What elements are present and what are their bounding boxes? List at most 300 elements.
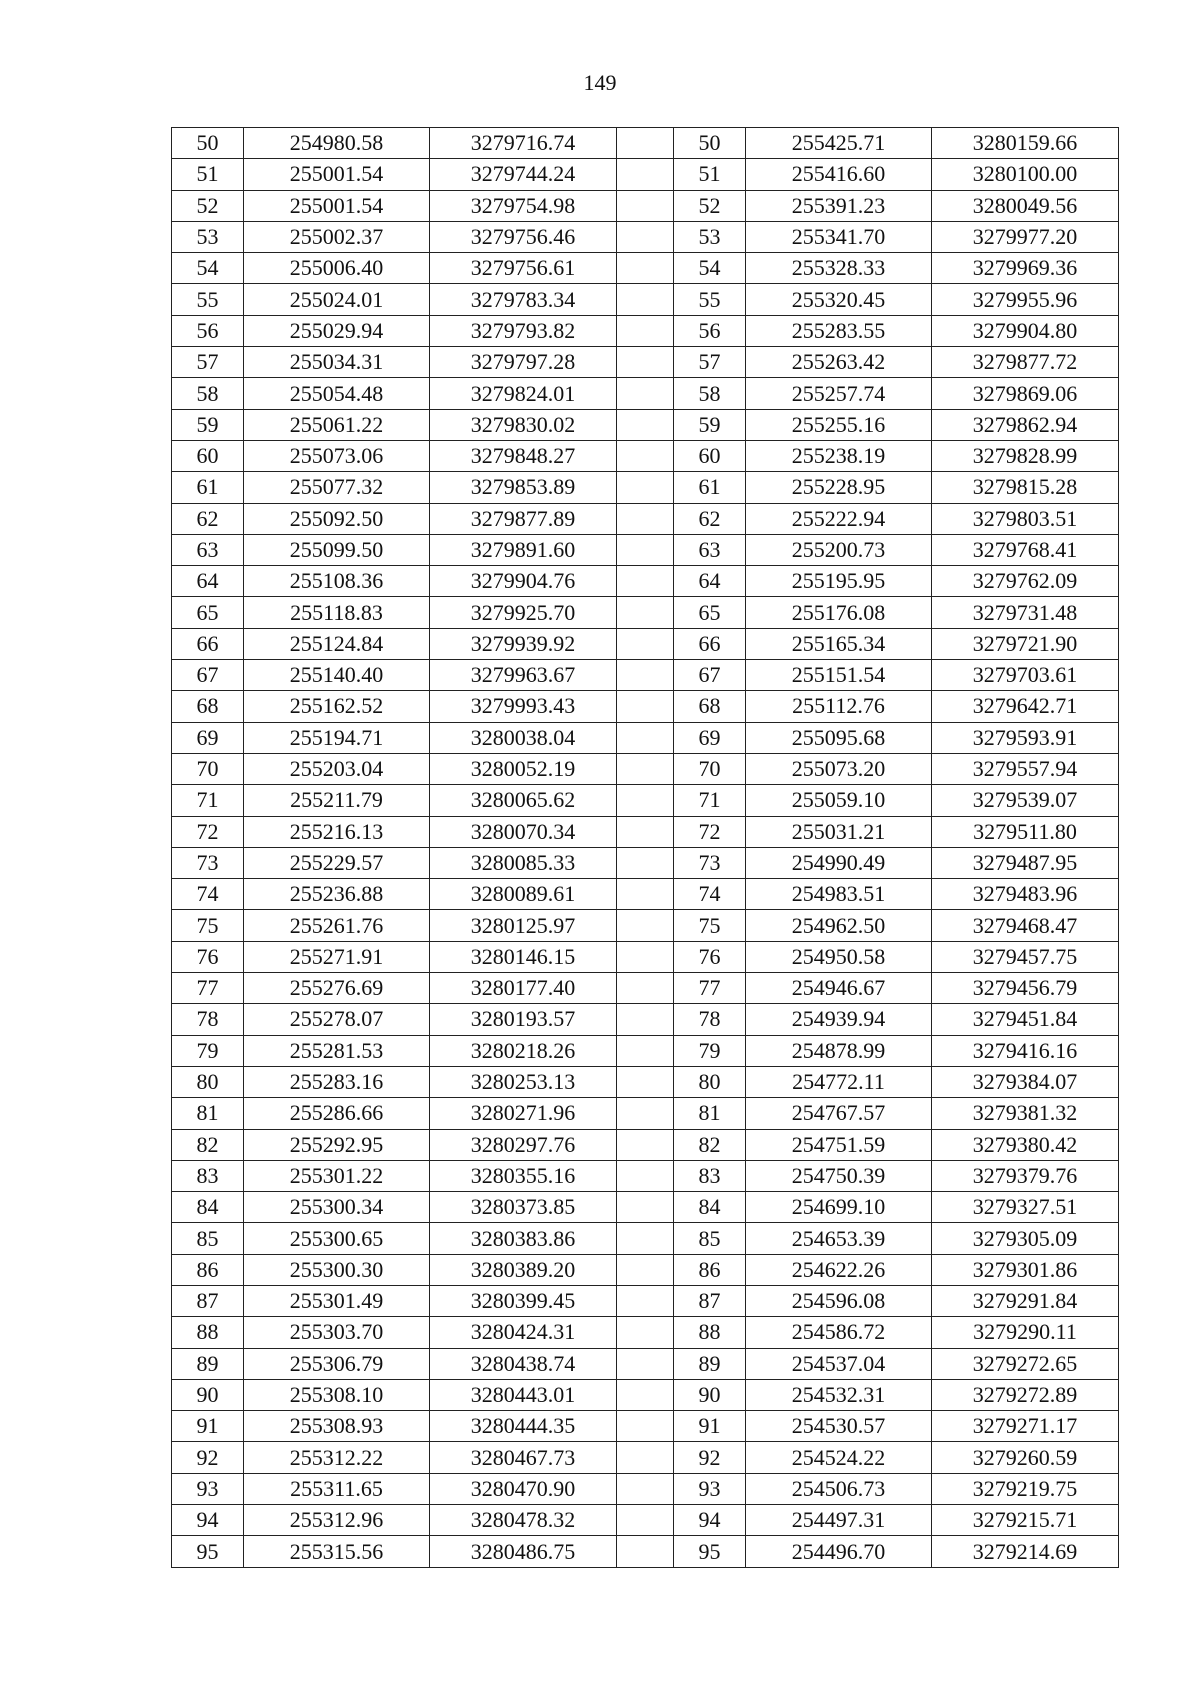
y-coordinate-right: 3279219.75 xyxy=(932,1473,1119,1504)
point-number-right: 71 xyxy=(674,785,746,816)
empty-separator-cell xyxy=(617,347,674,378)
x-coordinate-right: 254596.08 xyxy=(746,1285,932,1316)
y-coordinate-right: 3279511.80 xyxy=(932,816,1119,847)
empty-separator-cell xyxy=(617,253,674,284)
point-number-left: 74 xyxy=(172,879,244,910)
y-coordinate-right: 3279557.94 xyxy=(932,753,1119,784)
x-coordinate-right: 255176.08 xyxy=(746,597,932,628)
point-number-left: 51 xyxy=(172,159,244,190)
x-coordinate-left: 255099.50 xyxy=(244,534,430,565)
point-number-right: 93 xyxy=(674,1473,746,1504)
point-number-left: 50 xyxy=(172,128,244,159)
point-number-left: 94 xyxy=(172,1505,244,1536)
point-number-left: 72 xyxy=(172,816,244,847)
table-row xyxy=(172,534,1119,565)
x-coordinate-left: 255281.53 xyxy=(244,1035,430,1066)
point-number-right: 81 xyxy=(674,1098,746,1129)
empty-separator-cell xyxy=(617,159,674,190)
y-coordinate-right: 3279815.28 xyxy=(932,472,1119,503)
empty-separator-cell xyxy=(617,1066,674,1097)
point-number-right: 88 xyxy=(674,1317,746,1348)
y-coordinate-right: 3279416.16 xyxy=(932,1035,1119,1066)
x-coordinate-right: 254622.26 xyxy=(746,1254,932,1285)
x-coordinate-left: 255029.94 xyxy=(244,315,430,346)
x-coordinate-right: 255255.16 xyxy=(746,409,932,440)
y-coordinate-left: 3280177.40 xyxy=(430,973,617,1004)
y-coordinate-right: 3279955.96 xyxy=(932,284,1119,315)
table-row xyxy=(172,1223,1119,1254)
y-coordinate-right: 3279869.06 xyxy=(932,378,1119,409)
y-coordinate-right: 3279327.51 xyxy=(932,1192,1119,1223)
point-number-right: 54 xyxy=(674,253,746,284)
x-coordinate-left: 255306.79 xyxy=(244,1348,430,1379)
empty-separator-cell xyxy=(617,534,674,565)
point-number-left: 63 xyxy=(172,534,244,565)
x-coordinate-left: 255001.54 xyxy=(244,190,430,221)
x-coordinate-left: 255054.48 xyxy=(244,378,430,409)
x-coordinate-left: 255006.40 xyxy=(244,253,430,284)
table-row xyxy=(172,1129,1119,1160)
table-row xyxy=(172,1536,1119,1567)
y-coordinate-right: 3279703.61 xyxy=(932,660,1119,691)
y-coordinate-left: 3279853.89 xyxy=(430,472,617,503)
y-coordinate-left: 3280271.96 xyxy=(430,1098,617,1129)
table-row xyxy=(172,1192,1119,1223)
x-coordinate-left: 255229.57 xyxy=(244,847,430,878)
y-coordinate-left: 3280065.62 xyxy=(430,785,617,816)
point-number-left: 66 xyxy=(172,628,244,659)
x-coordinate-right: 255416.60 xyxy=(746,159,932,190)
x-coordinate-left: 255301.22 xyxy=(244,1160,430,1191)
point-number-left: 76 xyxy=(172,941,244,972)
y-coordinate-left: 3280146.15 xyxy=(430,941,617,972)
empty-separator-cell xyxy=(617,315,674,346)
table-row xyxy=(172,1442,1119,1473)
y-coordinate-right: 3279969.36 xyxy=(932,253,1119,284)
y-coordinate-right: 3279862.94 xyxy=(932,409,1119,440)
point-number-left: 60 xyxy=(172,440,244,471)
table-row xyxy=(172,1035,1119,1066)
y-coordinate-left: 3280193.57 xyxy=(430,1004,617,1035)
table-row xyxy=(172,128,1119,159)
point-number-left: 91 xyxy=(172,1411,244,1442)
table-row xyxy=(172,472,1119,503)
x-coordinate-left: 255312.96 xyxy=(244,1505,430,1536)
empty-separator-cell xyxy=(617,128,674,159)
point-number-right: 53 xyxy=(674,221,746,252)
point-number-right: 65 xyxy=(674,597,746,628)
empty-separator-cell xyxy=(617,1379,674,1410)
x-coordinate-right: 255195.95 xyxy=(746,566,932,597)
point-number-right: 77 xyxy=(674,973,746,1004)
table-row xyxy=(172,941,1119,972)
empty-separator-cell xyxy=(617,1317,674,1348)
x-coordinate-right: 254699.10 xyxy=(746,1192,932,1223)
table-row xyxy=(172,378,1119,409)
x-coordinate-left: 255140.40 xyxy=(244,660,430,691)
y-coordinate-left: 3280478.32 xyxy=(430,1505,617,1536)
x-coordinate-right: 254962.50 xyxy=(746,910,932,941)
point-number-right: 67 xyxy=(674,660,746,691)
table-row xyxy=(172,1066,1119,1097)
point-number-left: 59 xyxy=(172,409,244,440)
empty-separator-cell xyxy=(617,1098,674,1129)
empty-separator-cell xyxy=(617,566,674,597)
point-number-right: 60 xyxy=(674,440,746,471)
table-row xyxy=(172,722,1119,753)
empty-separator-cell xyxy=(617,472,674,503)
y-coordinate-right: 3279381.32 xyxy=(932,1098,1119,1129)
y-coordinate-right: 3279215.71 xyxy=(932,1505,1119,1536)
empty-separator-cell xyxy=(617,221,674,252)
x-coordinate-left: 255312.22 xyxy=(244,1442,430,1473)
x-coordinate-right: 254653.39 xyxy=(746,1223,932,1254)
point-number-left: 86 xyxy=(172,1254,244,1285)
y-coordinate-left: 3279904.76 xyxy=(430,566,617,597)
y-coordinate-right: 3279762.09 xyxy=(932,566,1119,597)
empty-separator-cell xyxy=(617,1129,674,1160)
x-coordinate-right: 254939.94 xyxy=(746,1004,932,1035)
point-number-right: 84 xyxy=(674,1192,746,1223)
table-row xyxy=(172,440,1119,471)
table-row xyxy=(172,284,1119,315)
x-coordinate-right: 255320.45 xyxy=(746,284,932,315)
x-coordinate-left: 255108.36 xyxy=(244,566,430,597)
y-coordinate-right: 3279468.47 xyxy=(932,910,1119,941)
point-number-left: 56 xyxy=(172,315,244,346)
empty-separator-cell xyxy=(617,1160,674,1191)
x-coordinate-left: 255271.91 xyxy=(244,941,430,972)
point-number-left: 77 xyxy=(172,973,244,1004)
y-coordinate-left: 3279824.01 xyxy=(430,378,617,409)
y-coordinate-right: 3279731.48 xyxy=(932,597,1119,628)
empty-separator-cell xyxy=(617,1505,674,1536)
point-number-right: 95 xyxy=(674,1536,746,1567)
x-coordinate-right: 255031.21 xyxy=(746,816,932,847)
point-number-right: 51 xyxy=(674,159,746,190)
x-coordinate-right: 255059.10 xyxy=(746,785,932,816)
y-coordinate-left: 3279891.60 xyxy=(430,534,617,565)
y-coordinate-right: 3279384.07 xyxy=(932,1066,1119,1097)
table-row xyxy=(172,1098,1119,1129)
y-coordinate-left: 3280085.33 xyxy=(430,847,617,878)
x-coordinate-left: 255311.65 xyxy=(244,1473,430,1504)
y-coordinate-left: 3280399.45 xyxy=(430,1285,617,1316)
y-coordinate-right: 3280159.66 xyxy=(932,128,1119,159)
y-coordinate-right: 3279977.20 xyxy=(932,221,1119,252)
x-coordinate-left: 254980.58 xyxy=(244,128,430,159)
point-number-left: 80 xyxy=(172,1066,244,1097)
y-coordinate-left: 3280443.01 xyxy=(430,1379,617,1410)
x-coordinate-right: 254751.59 xyxy=(746,1129,932,1160)
x-coordinate-left: 255283.16 xyxy=(244,1066,430,1097)
table-row xyxy=(172,566,1119,597)
y-coordinate-left: 3279783.34 xyxy=(430,284,617,315)
empty-separator-cell xyxy=(617,378,674,409)
point-number-left: 92 xyxy=(172,1442,244,1473)
point-number-left: 87 xyxy=(172,1285,244,1316)
y-coordinate-right: 3279487.95 xyxy=(932,847,1119,878)
table-row xyxy=(172,409,1119,440)
x-coordinate-right: 254496.70 xyxy=(746,1536,932,1567)
y-coordinate-right: 3279721.90 xyxy=(932,628,1119,659)
empty-separator-cell xyxy=(617,1223,674,1254)
point-number-left: 70 xyxy=(172,753,244,784)
empty-separator-cell xyxy=(617,879,674,910)
y-coordinate-right: 3279451.84 xyxy=(932,1004,1119,1035)
empty-separator-cell xyxy=(617,284,674,315)
empty-separator-cell xyxy=(617,691,674,722)
table-row xyxy=(172,1411,1119,1442)
coordinates-table xyxy=(171,127,1119,1568)
point-number-right: 91 xyxy=(674,1411,746,1442)
table-row xyxy=(172,660,1119,691)
x-coordinate-right: 254497.31 xyxy=(746,1505,932,1536)
point-number-right: 86 xyxy=(674,1254,746,1285)
coordinates-table-body xyxy=(172,128,1119,1568)
x-coordinate-left: 255001.54 xyxy=(244,159,430,190)
table-row xyxy=(172,1379,1119,1410)
x-coordinate-left: 255024.01 xyxy=(244,284,430,315)
empty-separator-cell xyxy=(617,190,674,221)
x-coordinate-left: 255203.04 xyxy=(244,753,430,784)
x-coordinate-right: 255112.76 xyxy=(746,691,932,722)
y-coordinate-right: 3279380.42 xyxy=(932,1129,1119,1160)
x-coordinate-right: 254767.57 xyxy=(746,1098,932,1129)
y-coordinate-left: 3280373.85 xyxy=(430,1192,617,1223)
y-coordinate-left: 3280052.19 xyxy=(430,753,617,784)
table-row xyxy=(172,1254,1119,1285)
point-number-left: 81 xyxy=(172,1098,244,1129)
point-number-right: 70 xyxy=(674,753,746,784)
point-number-right: 79 xyxy=(674,1035,746,1066)
x-coordinate-left: 255278.07 xyxy=(244,1004,430,1035)
table-row xyxy=(172,253,1119,284)
point-number-right: 89 xyxy=(674,1348,746,1379)
x-coordinate-left: 255124.84 xyxy=(244,628,430,659)
point-number-right: 90 xyxy=(674,1379,746,1410)
empty-separator-cell xyxy=(617,785,674,816)
table-row xyxy=(172,879,1119,910)
point-number-left: 61 xyxy=(172,472,244,503)
y-coordinate-right: 3279539.07 xyxy=(932,785,1119,816)
y-coordinate-right: 3280100.00 xyxy=(932,159,1119,190)
y-coordinate-right: 3279642.71 xyxy=(932,691,1119,722)
empty-separator-cell xyxy=(617,597,674,628)
point-number-left: 89 xyxy=(172,1348,244,1379)
x-coordinate-right: 255238.19 xyxy=(746,440,932,471)
x-coordinate-right: 255073.20 xyxy=(746,753,932,784)
point-number-right: 52 xyxy=(674,190,746,221)
point-number-left: 57 xyxy=(172,347,244,378)
table-row xyxy=(172,503,1119,534)
y-coordinate-left: 3279754.98 xyxy=(430,190,617,221)
table-row xyxy=(172,315,1119,346)
x-coordinate-right: 255222.94 xyxy=(746,503,932,534)
x-coordinate-right: 254537.04 xyxy=(746,1348,932,1379)
empty-separator-cell xyxy=(617,440,674,471)
point-number-right: 50 xyxy=(674,128,746,159)
empty-separator-cell xyxy=(617,1004,674,1035)
y-coordinate-left: 3279793.82 xyxy=(430,315,617,346)
point-number-right: 64 xyxy=(674,566,746,597)
point-number-left: 58 xyxy=(172,378,244,409)
y-coordinate-left: 3280070.34 xyxy=(430,816,617,847)
y-coordinate-left: 3280467.73 xyxy=(430,1442,617,1473)
page-number: 149 xyxy=(583,70,617,95)
x-coordinate-right: 254878.99 xyxy=(746,1035,932,1066)
empty-separator-cell xyxy=(617,1473,674,1504)
table-row xyxy=(172,1317,1119,1348)
point-number-right: 87 xyxy=(674,1285,746,1316)
table-row xyxy=(172,159,1119,190)
x-coordinate-right: 255283.55 xyxy=(746,315,932,346)
x-coordinate-left: 255286.66 xyxy=(244,1098,430,1129)
y-coordinate-left: 3280470.90 xyxy=(430,1473,617,1504)
point-number-left: 83 xyxy=(172,1160,244,1191)
y-coordinate-right: 3279260.59 xyxy=(932,1442,1119,1473)
x-coordinate-right: 254532.31 xyxy=(746,1379,932,1410)
table-row xyxy=(172,221,1119,252)
y-coordinate-left: 3280125.97 xyxy=(430,910,617,941)
point-number-left: 82 xyxy=(172,1129,244,1160)
empty-separator-cell xyxy=(617,973,674,1004)
x-coordinate-right: 255095.68 xyxy=(746,722,932,753)
y-coordinate-left: 3279925.70 xyxy=(430,597,617,628)
table-row xyxy=(172,910,1119,941)
x-coordinate-right: 254946.67 xyxy=(746,973,932,1004)
point-number-left: 85 xyxy=(172,1223,244,1254)
table-row xyxy=(172,691,1119,722)
y-coordinate-left: 3280444.35 xyxy=(430,1411,617,1442)
point-number-left: 69 xyxy=(172,722,244,753)
y-coordinate-right: 3279483.96 xyxy=(932,879,1119,910)
y-coordinate-left: 3280424.31 xyxy=(430,1317,617,1348)
x-coordinate-right: 254990.49 xyxy=(746,847,932,878)
empty-separator-cell xyxy=(617,941,674,972)
x-coordinate-left: 255162.52 xyxy=(244,691,430,722)
y-coordinate-right: 3279291.84 xyxy=(932,1285,1119,1316)
table-row xyxy=(172,1004,1119,1035)
y-coordinate-right: 3279301.86 xyxy=(932,1254,1119,1285)
point-number-left: 78 xyxy=(172,1004,244,1035)
empty-separator-cell xyxy=(617,722,674,753)
point-number-right: 82 xyxy=(674,1129,746,1160)
point-number-right: 80 xyxy=(674,1066,746,1097)
x-coordinate-left: 255261.76 xyxy=(244,910,430,941)
y-coordinate-left: 3279756.46 xyxy=(430,221,617,252)
point-number-right: 56 xyxy=(674,315,746,346)
empty-separator-cell xyxy=(617,1254,674,1285)
point-number-right: 74 xyxy=(674,879,746,910)
x-coordinate-left: 255300.34 xyxy=(244,1192,430,1223)
x-coordinate-right: 255391.23 xyxy=(746,190,932,221)
empty-separator-cell xyxy=(617,1035,674,1066)
x-coordinate-left: 255300.30 xyxy=(244,1254,430,1285)
point-number-right: 61 xyxy=(674,472,746,503)
point-number-right: 75 xyxy=(674,910,746,941)
y-coordinate-left: 3280038.04 xyxy=(430,722,617,753)
x-coordinate-left: 255315.56 xyxy=(244,1536,430,1567)
y-coordinate-left: 3279877.89 xyxy=(430,503,617,534)
x-coordinate-left: 255308.93 xyxy=(244,1411,430,1442)
point-number-left: 71 xyxy=(172,785,244,816)
table-row xyxy=(172,847,1119,878)
point-number-left: 88 xyxy=(172,1317,244,1348)
y-coordinate-left: 3280297.76 xyxy=(430,1129,617,1160)
x-coordinate-right: 254950.58 xyxy=(746,941,932,972)
point-number-left: 68 xyxy=(172,691,244,722)
x-coordinate-left: 255211.79 xyxy=(244,785,430,816)
empty-separator-cell xyxy=(617,816,674,847)
y-coordinate-left: 3280486.75 xyxy=(430,1536,617,1567)
table-row xyxy=(172,1285,1119,1316)
x-coordinate-left: 255118.83 xyxy=(244,597,430,628)
point-number-right: 76 xyxy=(674,941,746,972)
y-coordinate-right: 3279271.17 xyxy=(932,1411,1119,1442)
x-coordinate-left: 255300.65 xyxy=(244,1223,430,1254)
point-number-right: 85 xyxy=(674,1223,746,1254)
point-number-right: 55 xyxy=(674,284,746,315)
table-row xyxy=(172,628,1119,659)
empty-separator-cell xyxy=(617,753,674,784)
x-coordinate-right: 254506.73 xyxy=(746,1473,932,1504)
y-coordinate-right: 3279828.99 xyxy=(932,440,1119,471)
x-coordinate-right: 254530.57 xyxy=(746,1411,932,1442)
y-coordinate-right: 3279803.51 xyxy=(932,503,1119,534)
x-coordinate-left: 255073.06 xyxy=(244,440,430,471)
empty-separator-cell xyxy=(617,503,674,534)
x-coordinate-right: 255200.73 xyxy=(746,534,932,565)
empty-separator-cell xyxy=(617,660,674,691)
x-coordinate-left: 255276.69 xyxy=(244,973,430,1004)
table-row xyxy=(172,1160,1119,1191)
y-coordinate-left: 3280089.61 xyxy=(430,879,617,910)
point-number-left: 54 xyxy=(172,253,244,284)
y-coordinate-left: 3279744.24 xyxy=(430,159,617,190)
point-number-right: 58 xyxy=(674,378,746,409)
y-coordinate-right: 3279877.72 xyxy=(932,347,1119,378)
table-row xyxy=(172,1473,1119,1504)
empty-separator-cell xyxy=(617,847,674,878)
y-coordinate-right: 3279456.79 xyxy=(932,973,1119,1004)
x-coordinate-right: 255263.42 xyxy=(746,347,932,378)
x-coordinate-left: 255092.50 xyxy=(244,503,430,534)
table-row xyxy=(172,973,1119,1004)
x-coordinate-right: 254983.51 xyxy=(746,879,932,910)
point-number-left: 84 xyxy=(172,1192,244,1223)
y-coordinate-right: 3279290.11 xyxy=(932,1317,1119,1348)
point-number-left: 62 xyxy=(172,503,244,534)
table-row xyxy=(172,1505,1119,1536)
y-coordinate-left: 3280438.74 xyxy=(430,1348,617,1379)
point-number-left: 90 xyxy=(172,1379,244,1410)
x-coordinate-left: 255077.32 xyxy=(244,472,430,503)
point-number-left: 65 xyxy=(172,597,244,628)
x-coordinate-right: 254772.11 xyxy=(746,1066,932,1097)
empty-separator-cell xyxy=(617,1285,674,1316)
empty-separator-cell xyxy=(617,1536,674,1567)
y-coordinate-left: 3279939.92 xyxy=(430,628,617,659)
point-number-right: 69 xyxy=(674,722,746,753)
x-coordinate-right: 254586.72 xyxy=(746,1317,932,1348)
point-number-left: 73 xyxy=(172,847,244,878)
x-coordinate-right: 255328.33 xyxy=(746,253,932,284)
empty-separator-cell xyxy=(617,1411,674,1442)
y-coordinate-left: 3279963.67 xyxy=(430,660,617,691)
point-number-left: 55 xyxy=(172,284,244,315)
table-row xyxy=(172,816,1119,847)
